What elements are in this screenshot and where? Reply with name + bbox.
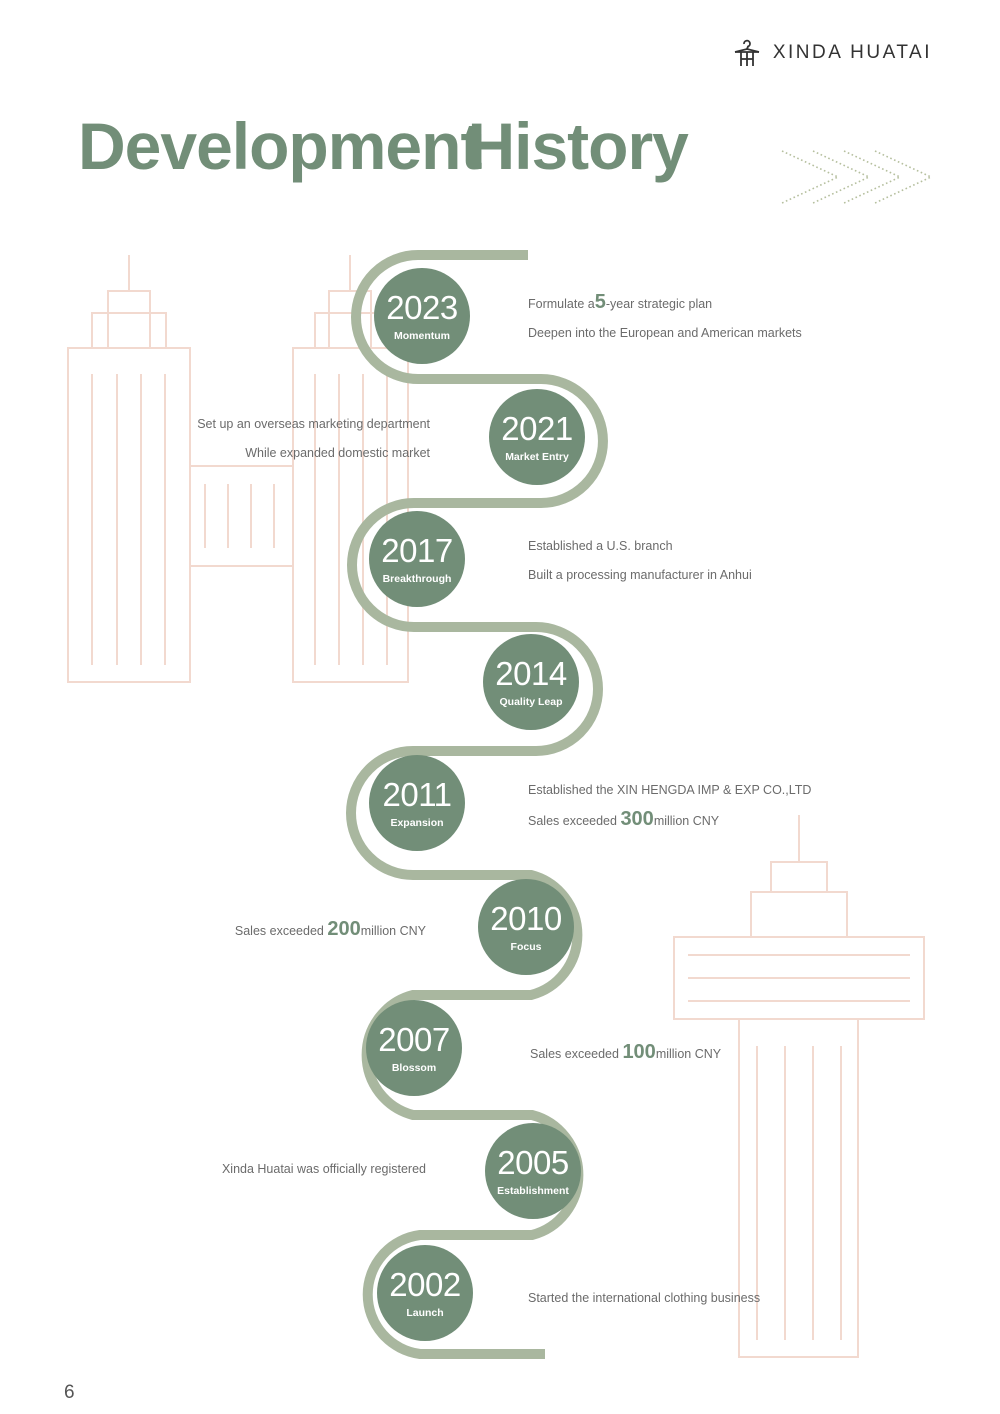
desc-line: While expanded domestic market [245, 445, 430, 460]
desc-line: Built a processing manufacturer in Anhui [528, 567, 752, 582]
milestone-year: 2023 [386, 289, 458, 326]
milestone-tag: Market Entry [505, 451, 569, 463]
milestone-year: 2007 [378, 1021, 450, 1058]
desc-line: Formulate a5-year strategic plan [528, 291, 713, 313]
highlight-number: 5 [594, 291, 606, 313]
milestone-node-2005 [485, 1123, 581, 1219]
milestone-node-2017 [369, 511, 465, 607]
milestone-node-2021 [489, 389, 585, 485]
milestone-tag: Momentum [394, 330, 450, 342]
brand-header [733, 38, 932, 68]
milestone-desc-2011 [528, 776, 811, 835]
page-number: 6 [64, 1382, 75, 1403]
desc-line: Sales exceeded 300million CNY [528, 807, 720, 830]
milestone-year: 2017 [381, 532, 453, 569]
milestone-desc-2023 [528, 288, 802, 347]
milestone-tag: Blossom [391, 1062, 437, 1074]
milestone-year: 2010 [490, 900, 562, 937]
desc-line: Sales exceeded 100million CNY [530, 1041, 722, 1063]
highlight-number: 200 [327, 918, 361, 940]
milestone-node-2023 [374, 268, 470, 364]
milestone-node-2014 [483, 634, 579, 730]
page-title [78, 108, 688, 184]
milestone-tag: Expansion [390, 817, 444, 829]
desc-line: Established the XIN HENGDA IMP & EXP CO.,LTD [528, 783, 812, 797]
milestone-node-2011 [369, 755, 465, 851]
title-word-development: Development [78, 109, 482, 183]
desc-line: Xinda Huatai was officially registered [221, 1162, 426, 1176]
milestone-desc-2021 [197, 410, 430, 467]
highlight-number: 100 [622, 1041, 656, 1063]
milestone-year: 2002 [389, 1266, 461, 1303]
milestone-desc-2002 [528, 1284, 760, 1313]
milestone-desc-2005 [222, 1155, 426, 1184]
milestone-tag: Focus [510, 941, 542, 953]
desc-line: Established a U.S. branch [528, 539, 673, 553]
brand-name: XINDA HUATAI [772, 42, 932, 63]
milestone-year: 2014 [495, 655, 567, 692]
milestone-year: 2011 [382, 776, 452, 813]
desc-line: Started the international clothing business [528, 1291, 761, 1305]
milestone-desc-2017 [528, 532, 752, 589]
milestone-desc-2010 [235, 915, 426, 946]
milestone-tag: Breakthrough [382, 573, 452, 585]
title-word-history: History [467, 109, 688, 183]
milestone-year: 2021 [501, 410, 573, 447]
milestone-node-2007 [366, 1000, 462, 1096]
milestone-tag: Launch [406, 1307, 444, 1319]
milestone-node-2010 [478, 879, 574, 975]
desc-line: Sales exceeded 200million CNY [234, 918, 426, 940]
milestone-desc-2007 [530, 1038, 721, 1069]
milestone-tag: Quality Leap [499, 696, 563, 708]
desc-line: Deepen into the European and American markets [528, 325, 802, 340]
hanger-logo-icon [733, 38, 761, 68]
desc-line: Set up an overseas marketing department [197, 417, 430, 431]
milestone-tag: Establishment [497, 1185, 569, 1197]
milestone-node-2002 [377, 1245, 473, 1341]
highlight-number: 300 [620, 807, 654, 830]
milestone-year: 2005 [497, 1144, 569, 1181]
chevron-arrows-icon [780, 148, 935, 206]
